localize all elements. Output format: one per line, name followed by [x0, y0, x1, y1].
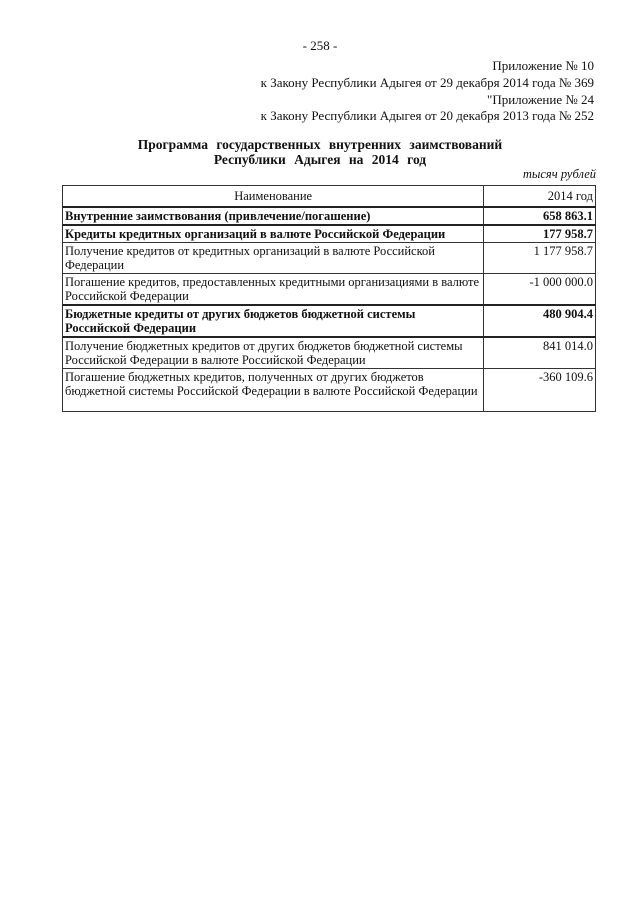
table-row [63, 337, 596, 369]
row-value: 177 958.7 [484, 225, 596, 243]
row-value: -360 109.6 [484, 369, 596, 412]
row-name: Внутренние заимствования (привлечение/погашение) [63, 207, 484, 225]
table-row [63, 274, 596, 306]
table-row [63, 207, 596, 225]
row-value: 841 014.0 [484, 337, 596, 369]
row-name: Получение бюджетных кредитов от других бюджетов бюджетной системы Российской Федерации в валюте Российской Федерации [63, 337, 484, 369]
annex-original-law-reference: к Закону Республики Адыгея от 20 декабря 2013 года № 252 [260, 108, 594, 123]
document-title-line-1: Программа государственных внутренних заимствований [137, 137, 503, 152]
table-row [63, 305, 596, 337]
row-value: -1 000 000.0 [484, 274, 596, 306]
row-value: 480 904.4 [484, 305, 596, 337]
table-row [63, 369, 596, 412]
units-label: тысяч рублей [522, 167, 596, 181]
document-title-line-2: Республики Адыгея на 2014 год [213, 152, 427, 167]
document-title [0, 137, 640, 167]
row-name: Кредиты кредитных организаций в валюте Российской Федерации [63, 225, 484, 243]
annex-number: Приложение № 10 [492, 58, 594, 73]
borrowing-program-table [62, 185, 596, 412]
row-value: 658 863.1 [484, 207, 596, 225]
page-number: - 258 - [302, 38, 338, 53]
annex-original-number: "Приложение № 24 [487, 92, 594, 107]
table-row [63, 243, 596, 274]
table-row [63, 225, 596, 243]
row-value: 1 177 958.7 [484, 243, 596, 274]
annex-law-reference: к Закону Республики Адыгея от 29 декабря 2014 года № 369 [260, 75, 594, 90]
header-name: Наименование [63, 186, 484, 208]
row-name: Получение кредитов от кредитных организаций в валюте Российской Федерации [63, 243, 484, 274]
row-name: Погашение бюджетных кредитов, полученных от других бюджетов бюджетной системы Российской Федерации в валюте Российской Федерации [63, 369, 484, 412]
row-name: Погашение кредитов, предоставленных кредитными организациями в валюте Российской Федерации [63, 274, 484, 306]
row-name: Бюджетные кредиты от других бюджетов бюджетной системы Российской Федерации [63, 305, 484, 337]
header-year: 2014 год [484, 186, 596, 208]
table-header-row [63, 186, 596, 208]
